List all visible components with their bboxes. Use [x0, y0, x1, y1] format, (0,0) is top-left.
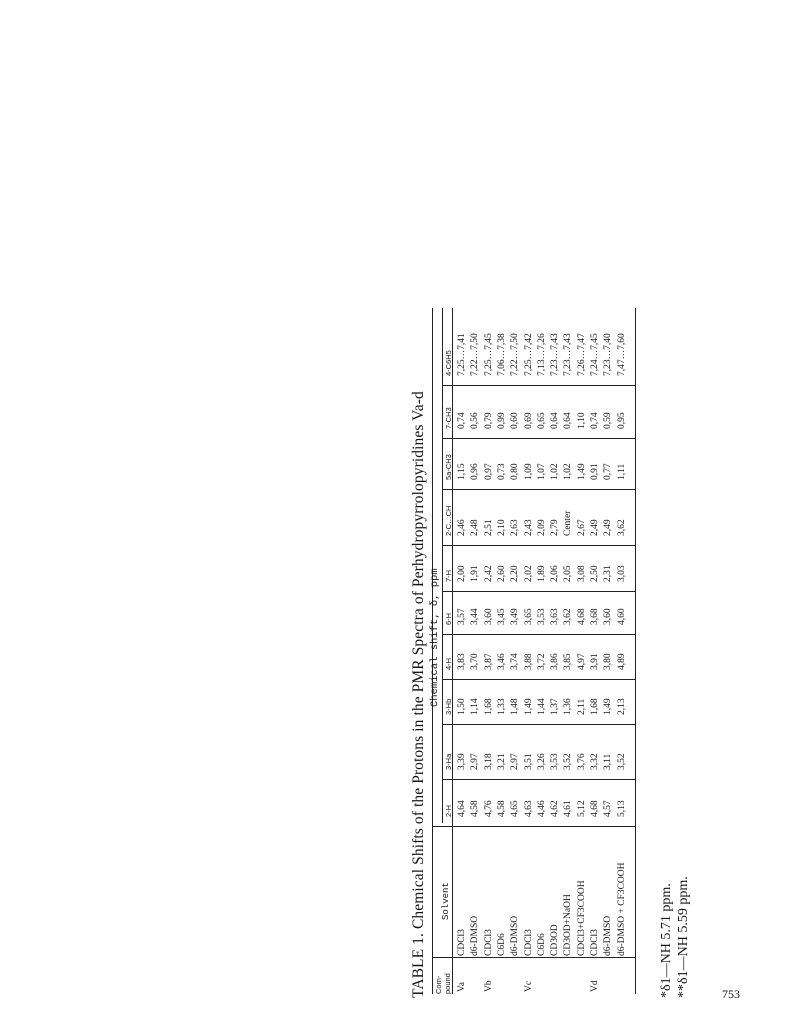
- table-cell: 7,26…7,47: [576, 333, 587, 376]
- table-cell: 1,33: [496, 698, 507, 715]
- column-divider: [442, 385, 635, 386]
- table-cell: 0,64: [550, 412, 561, 429]
- header-compound-line2: pound: [443, 973, 452, 994]
- table-cell: 0,56: [470, 412, 481, 429]
- table-cell: 3,49: [510, 608, 521, 625]
- table-cell: 2,11: [576, 698, 587, 715]
- table-cell: 0,74: [457, 412, 467, 429]
- table-cell: 3,11: [603, 753, 614, 770]
- table-cell: 1,50: [457, 698, 467, 715]
- table-cell: 2,13: [616, 698, 627, 715]
- table-cell: 0,99: [496, 412, 507, 429]
- column-divider: [432, 826, 635, 827]
- table-cell: 3,32: [590, 753, 600, 770]
- table-cell: 2,51: [483, 519, 494, 536]
- table-cell: 3,88: [523, 653, 534, 670]
- table-cell: 0,65: [536, 412, 547, 429]
- table-cell: 7,23…7,43: [550, 333, 561, 376]
- table-cell: 2,67: [576, 519, 587, 536]
- table-cell: 3,87: [483, 653, 494, 670]
- table-cell: 0,96: [470, 463, 481, 480]
- row-solvent: d6-DMSO + CF3COOH: [616, 862, 627, 956]
- table-cell: 7,23…7,43: [563, 333, 574, 376]
- table-cell: 3,83: [457, 653, 467, 670]
- table-cell: 7,22…7,50: [470, 333, 481, 376]
- column-header-1: 3-Ha: [444, 753, 453, 770]
- header-solvent: Solvent: [441, 882, 451, 920]
- column-divider: [442, 438, 635, 439]
- footnote-1: *δ1—NH 5.71 ppm.: [659, 883, 674, 998]
- table-cell: 2,79: [550, 519, 561, 536]
- table-cell: 0,79: [483, 412, 494, 429]
- table-cell: 2,50: [590, 565, 600, 582]
- table-cell: 4,64: [457, 800, 467, 817]
- row-solvent: CD3OD+NaOH: [563, 894, 574, 956]
- column-header-2: 3-Hb: [444, 698, 453, 715]
- row-solvent: d6-DMSO: [603, 915, 614, 956]
- table-cell: 5,13: [616, 800, 627, 817]
- table-cell: Center: [563, 510, 574, 536]
- table-cell: 4,63: [523, 800, 534, 817]
- table-cell: 1,44: [536, 698, 547, 715]
- table-cell: 3,70: [470, 653, 481, 670]
- row-solvent: CD3OD: [550, 924, 561, 956]
- table-cell: 1,11: [616, 463, 627, 480]
- table-cell: 2,49: [590, 519, 600, 536]
- table-cell: 0,73: [496, 463, 507, 480]
- table-cell: 4,97: [576, 653, 587, 670]
- column-divider: [432, 957, 635, 958]
- table-cell: 1,36: [563, 698, 574, 715]
- table-cell: 2,63: [510, 519, 521, 536]
- column-header-6: 2-C…CH: [444, 505, 453, 536]
- table-cell: 3,26: [536, 753, 547, 770]
- page-number: 753: [722, 987, 740, 1001]
- table-cell: 0,97: [483, 463, 494, 480]
- row-solvent: d6-DMSO: [470, 915, 481, 956]
- column-divider: [442, 545, 635, 546]
- table-cell: 7,24…7,45: [590, 333, 600, 376]
- table-cell: 3,18: [483, 753, 494, 770]
- table-cell: 3,21: [496, 753, 507, 770]
- table-cell: 3,62: [616, 519, 627, 536]
- table-cell: 3,60: [483, 608, 494, 625]
- row-solvent: d6-DMSO: [510, 915, 521, 956]
- table-cell: 4,68: [590, 800, 600, 817]
- table-cell: 3,62: [563, 608, 574, 625]
- table-cell: 1,15: [457, 463, 467, 480]
- header-compound: [434, 973, 452, 994]
- table-cell: 1,14: [470, 698, 481, 715]
- table-cell: 3,85: [563, 653, 574, 670]
- table-cell: 4,60: [616, 608, 627, 625]
- table-cell: 4,65: [510, 800, 521, 817]
- table-cell: 0,95: [616, 412, 627, 429]
- table-cell: 5,12: [576, 800, 587, 817]
- table-cell: 3,91: [590, 653, 600, 670]
- row-solvent: CDCl3: [590, 929, 600, 956]
- table-cell: 7,25…7,41: [457, 333, 467, 376]
- table-cell: 3,52: [563, 753, 574, 770]
- table-caption: TABLE 1. Chemical Shifts of the Protons in the PMR Spectra of Perhydropyrrolopyridines Va-d: [410, 391, 427, 998]
- table-cell: 3,68: [590, 608, 600, 625]
- table-cell: 2,05: [563, 565, 574, 582]
- column-header-4: 6-H: [444, 612, 453, 625]
- table-cell: 1,09: [523, 463, 534, 480]
- table-cell: 4,46: [536, 800, 547, 817]
- row-compound: Va: [457, 981, 467, 992]
- table-cell: 1,68: [590, 698, 600, 715]
- table-cell: 1,89: [536, 565, 547, 582]
- column-divider: [442, 634, 635, 635]
- table-cell: 4,68: [576, 608, 587, 625]
- table-cell: 2,02: [523, 565, 534, 582]
- table-cell: 7,13…7,26: [536, 333, 547, 376]
- table-cell: 2,20: [510, 565, 521, 582]
- footnotes: [658, 876, 692, 998]
- column-header-5: 7-H: [444, 569, 453, 582]
- table-cell: 1,49: [603, 698, 614, 715]
- table-cell: 3,46: [496, 653, 507, 670]
- table-cell: 3,65: [523, 608, 534, 625]
- table-cell: 1,68: [483, 698, 494, 715]
- table-cell: 3,53: [550, 753, 561, 770]
- row-compound: Vb: [483, 980, 494, 992]
- table-cell: 3,39: [457, 753, 467, 770]
- table-cell: 0,69: [523, 412, 534, 429]
- table-cell: 3,03: [616, 565, 627, 582]
- table-cell: 3,63: [550, 608, 561, 625]
- footnote-2: **δ1—NH 5.59 ppm.: [676, 876, 691, 998]
- table-cell: 3,51: [523, 753, 534, 770]
- table-cell: 3,72: [536, 653, 547, 670]
- column-divider: [442, 489, 635, 490]
- row-solvent: C6D6: [536, 933, 547, 956]
- table-cell: 7,23…7,40: [603, 333, 614, 376]
- table-cell: 4,61: [563, 800, 574, 817]
- column-header-3: 4-H: [444, 657, 453, 670]
- table-cell: 7,25…7,45: [483, 333, 494, 376]
- column-divider: [442, 679, 635, 680]
- table-cell: 0,91: [590, 463, 600, 480]
- table-cell: 4,58: [496, 800, 507, 817]
- table-cell: 3,44: [470, 608, 481, 625]
- row-solvent: CDCl3: [483, 929, 494, 956]
- column-header-9: 4-C6H5: [444, 350, 453, 376]
- table-cell: 7,25…7,42: [523, 333, 534, 376]
- table-cell: 1,49: [576, 463, 587, 480]
- table-cell: 3,45: [496, 608, 507, 625]
- column-divider: [442, 779, 635, 780]
- table-cell: 2,97: [470, 753, 481, 770]
- table-cell: 2,46: [457, 519, 467, 536]
- rule-bottom: [635, 308, 636, 994]
- table-cell: 2,31: [603, 565, 614, 582]
- table-cell: 0,74: [590, 412, 600, 429]
- table-cell: 2,97: [510, 753, 521, 770]
- row-compound: Vd: [590, 980, 600, 992]
- header-compound-line1: Com-: [434, 975, 443, 994]
- table-cell: 3,76: [576, 753, 587, 770]
- table-cell: 2,10: [496, 519, 507, 536]
- row-solvent: CDCl3: [523, 929, 534, 956]
- table-cell: 1,10: [576, 412, 587, 429]
- table-cell: 2,48: [470, 519, 481, 536]
- column-header-0: 2-H: [444, 804, 453, 817]
- table-cell: 3,74: [510, 653, 521, 670]
- table-cell: 7,22…7,50: [510, 333, 521, 376]
- table-cell: 7,06…7,38: [496, 333, 507, 376]
- column-header-7: 5a-CH3: [444, 454, 453, 480]
- row-solvent: C6D6: [496, 933, 507, 956]
- table-cell: 0,80: [510, 463, 521, 480]
- table-cell: 3,57: [457, 608, 467, 625]
- table-cell: 3,60: [603, 608, 614, 625]
- column-header-8: 7-CH3: [444, 407, 453, 429]
- table-cell: 1,48: [510, 698, 521, 715]
- table-cell: 2,43: [523, 519, 534, 536]
- table-cell: 4,57: [603, 800, 614, 817]
- table-cell: 3,86: [550, 653, 561, 670]
- table-cell: 3,52: [616, 753, 627, 770]
- row-solvent: CDCl3: [457, 929, 467, 956]
- table-cell: 7,47…7,60: [616, 333, 627, 376]
- table-cell: 0,64: [563, 412, 574, 429]
- column-divider: [442, 591, 635, 592]
- table-cell: 1,02: [550, 463, 561, 480]
- table-cell: 4,89: [616, 653, 627, 670]
- table-cell: 3,53: [536, 608, 547, 625]
- table-cell: 0,59: [603, 412, 614, 429]
- header-chemical-shift: Chemical shift, δ, ppm: [429, 568, 441, 707]
- table-cell: 1,91: [470, 565, 481, 582]
- table-cell: 2,49: [603, 519, 614, 536]
- table-cell: 2,09: [536, 519, 547, 536]
- table-cell: 1,37: [550, 698, 561, 715]
- table-cell: 0,77: [603, 463, 614, 480]
- table-cell: 2,00: [457, 565, 467, 582]
- table-cell: 3,08: [576, 565, 587, 582]
- table-cell: 1,49: [523, 698, 534, 715]
- table-cell: 2,06: [550, 565, 561, 582]
- table-cell: 3,80: [603, 653, 614, 670]
- row-solvent: CDCl3+CF3COOH: [576, 880, 587, 956]
- table-cell: 1,02: [563, 463, 574, 480]
- column-divider: [442, 724, 635, 725]
- table-cell: 0,60: [510, 412, 521, 429]
- table-cell: 2,42: [483, 565, 494, 582]
- table-cell: 4,76: [483, 800, 494, 817]
- table-cell: 4,62: [550, 800, 561, 817]
- table-cell: 2,60: [496, 565, 507, 582]
- table-cell: 4,58: [470, 800, 481, 817]
- row-compound: Vc: [523, 980, 534, 992]
- rotated-table-block: [410, 208, 716, 998]
- table-cell: 1,07: [536, 463, 547, 480]
